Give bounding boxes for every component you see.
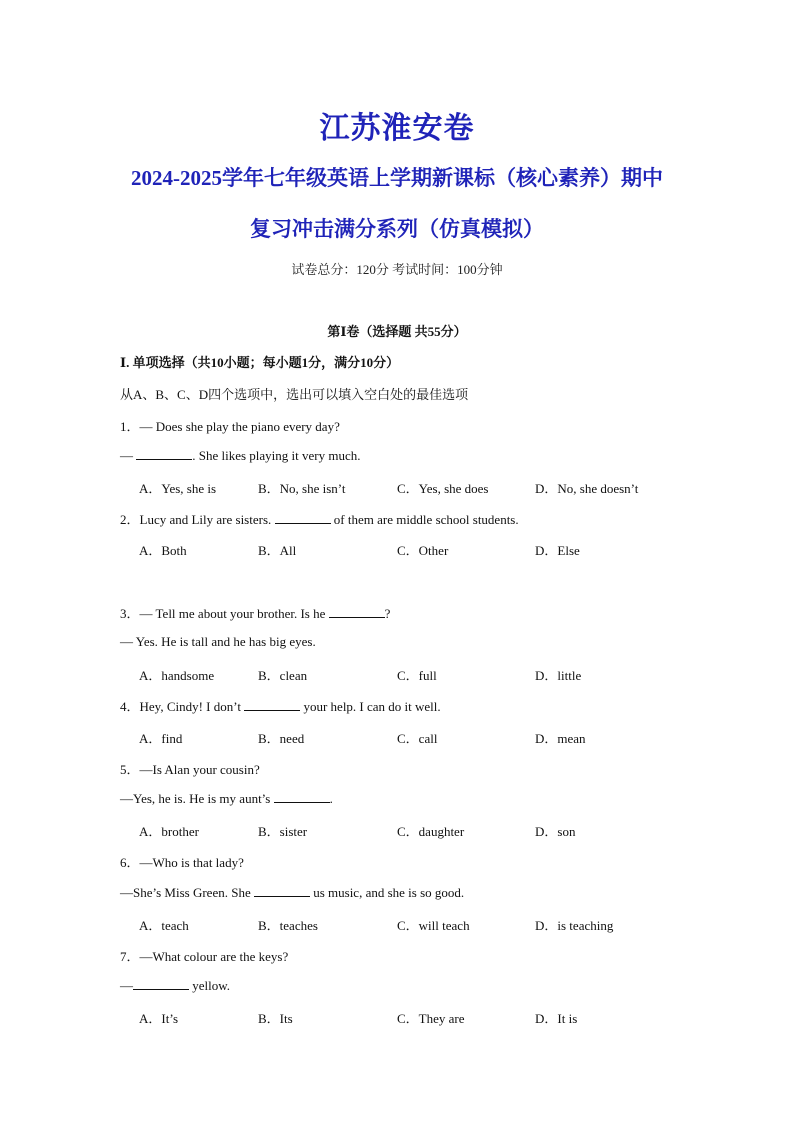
option-b[interactable]: B．Its	[258, 1011, 293, 1026]
question-text: —	[120, 978, 133, 993]
question-text: 3．— Tell me about your brother. Is he	[120, 606, 329, 621]
question-7-line2	[120, 977, 230, 994]
question-3-line1	[120, 603, 390, 622]
question-text: —	[120, 448, 137, 463]
question-text: of them are middle school students.	[330, 512, 519, 527]
option-b[interactable]: B．sister	[258, 824, 308, 839]
option-c[interactable]: C．full	[397, 668, 437, 683]
option-a[interactable]: A．Yes, she is	[139, 481, 217, 496]
option-c[interactable]: C．Yes, she does	[397, 481, 489, 496]
instruction: 从A、B、C、D四个选项中，选出可以填入空白处的最佳选项	[120, 387, 469, 402]
question-text: . She likes playing it very much.	[192, 448, 361, 463]
answer-blank	[254, 884, 310, 897]
option-c[interactable]: C．call	[397, 731, 438, 746]
option-d[interactable]: D．little	[535, 668, 582, 683]
option-a[interactable]: A．Both	[139, 543, 187, 558]
exam-meta: 试卷总分：120分 考试时间：100分钟	[291, 262, 503, 277]
question-text: ?	[384, 606, 391, 621]
question-1-line1: 1．— Does she play the piano every day?	[120, 419, 340, 434]
answer-blank	[244, 698, 300, 711]
question-text: —She’s Miss Green. She	[120, 885, 254, 900]
option-c[interactable]: C．daughter	[397, 824, 465, 839]
option-d[interactable]: D．mean	[535, 731, 586, 746]
option-a[interactable]: A．teach	[139, 918, 189, 933]
option-a[interactable]: A．brother	[139, 824, 199, 839]
question-6-line2	[120, 884, 464, 901]
question-text: your help. I can do it well.	[300, 699, 441, 714]
option-d[interactable]: D．Else	[535, 543, 580, 558]
question-text: —Yes, he is. He is my aunt’s	[120, 791, 274, 806]
option-d[interactable]: D．son	[535, 824, 576, 839]
option-b[interactable]: B．teaches	[258, 918, 318, 933]
page-title: 江苏淮安卷	[319, 112, 475, 145]
question-text: .	[329, 791, 333, 806]
option-d[interactable]: D．It is	[535, 1011, 578, 1026]
answer-blank	[274, 790, 330, 803]
page-subtitle-line1: 2024-2025学年七年级英语上学期新课标（核心素养）期中	[131, 166, 663, 190]
question-3-line2: — Yes. He is tall and he has big eyes.	[120, 634, 316, 649]
option-b[interactable]: B．All	[258, 543, 297, 558]
option-c[interactable]: C．will teach	[397, 918, 470, 933]
option-b[interactable]: B．clean	[258, 668, 308, 683]
option-a[interactable]: A．handsome	[139, 668, 215, 683]
answer-blank	[133, 977, 189, 990]
page-subtitle-line2: 复习冲击满分系列（仿真模拟）	[250, 217, 544, 241]
question-5-line1: 5．—Is Alan your cousin?	[120, 762, 260, 777]
question-text: yellow.	[189, 978, 231, 993]
option-a[interactable]: A．find	[139, 731, 183, 746]
answer-blank	[329, 605, 385, 618]
question-5-line2	[120, 790, 333, 807]
question-4-line1	[120, 696, 441, 715]
option-d[interactable]: D．No, she doesn’t	[535, 481, 639, 496]
part-title: Ⅰ. 单项选择（共10小题；每小题1分，满分10分）	[120, 355, 400, 370]
answer-blank	[275, 511, 331, 524]
question-1-line2	[120, 447, 361, 464]
option-c[interactable]: C．They are	[397, 1011, 465, 1026]
question-7-line1: 7．—What colour are the keys?	[120, 949, 289, 964]
question-text: us music, and she is so good.	[309, 885, 465, 900]
section-title: 第Ⅰ卷（选择题 共55分）	[327, 324, 467, 339]
answer-blank	[136, 447, 192, 460]
option-c[interactable]: C．Other	[397, 543, 449, 558]
question-6-line1: 6．—Who is that lady?	[120, 855, 244, 870]
option-a[interactable]: A．It’s	[139, 1011, 179, 1026]
option-b[interactable]: B．need	[258, 731, 305, 746]
option-d[interactable]: D．is teaching	[535, 918, 614, 933]
question-2-line1	[120, 509, 519, 528]
question-text: 2．Lucy and Lily are sisters.	[120, 512, 275, 527]
option-b[interactable]: B．No, she isn’t	[258, 481, 346, 496]
question-text: 4．Hey, Cindy! I don’t	[120, 699, 245, 714]
